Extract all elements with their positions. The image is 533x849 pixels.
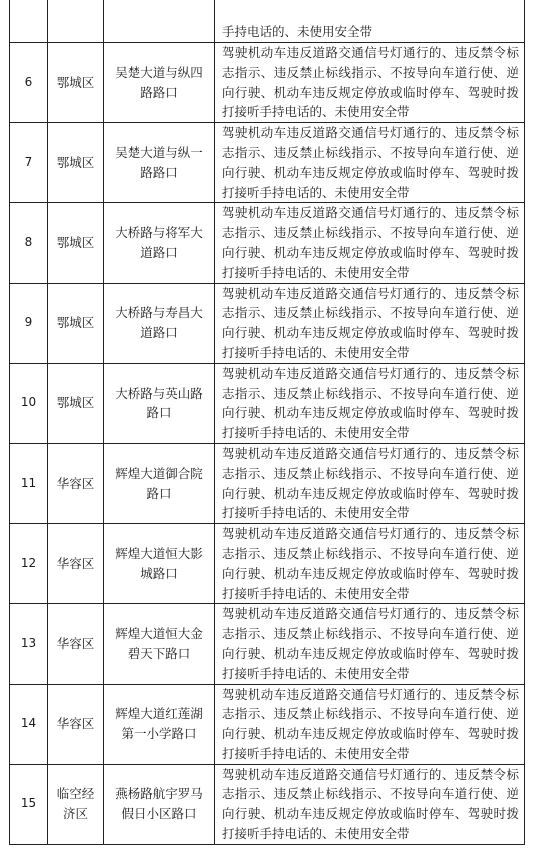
cell-violation: 驾驶机动车违反道路交通信号灯通行的、违反禁令标志指示、违反禁止标线指示、不按导向车道行使、逆向行驶、机动车违反规定停放或临时停车、驾驶时拨打接听手持电话的、未使用安全带: [215, 363, 525, 443]
cell-district: 华容区: [48, 684, 104, 764]
table-row: [10, 604, 525, 684]
cell-location: 辉煌大道恒大金碧天下路口: [104, 604, 215, 684]
cell-violation: 驾驶机动车违反道路交通信号灯通行的、违反禁令标志指示、违反禁止标线指示、不按导向车道行使、逆向行驶、机动车违反规定停放或临时停车、驾驶时拨打接听手持电话的、未使用安全带: [215, 443, 525, 523]
table-row: [10, 283, 525, 363]
cell-district: [48, 0, 104, 43]
cell-no: 13: [10, 604, 48, 684]
table-row: [10, 443, 525, 523]
cell-violation: 驾驶机动车违反道路交通信号灯通行的、违反禁令标志指示、违反禁止标线指示、不按导向车道行使、逆向行驶、机动车违反规定停放或临时停车、驾驶时拨打接听手持电话的、未使用安全带: [215, 524, 525, 604]
cell-no: 10: [10, 363, 48, 443]
cell-no: 9: [10, 283, 48, 363]
cell-no: 15: [10, 764, 48, 844]
cell-no: 7: [10, 123, 48, 203]
cell-district: 华容区: [48, 604, 104, 684]
cell-violation: 驾驶机动车违反道路交通信号灯通行的、违反禁令标志指示、违反禁止标线指示、不按导向车道行使、逆向行驶、机动车违反规定停放或临时停车、驾驶时拨打接听手持电话的、未使用安全带: [215, 123, 525, 203]
violation-locations-table: [9, 0, 525, 845]
cell-violation: 驾驶机动车违反道路交通信号灯通行的、违反禁令标志指示、违反禁止标线指示、不按导向车道行使、逆向行驶、机动车违反规定停放或临时停车、驾驶时拨打接听手持电话的、未使用安全带: [215, 684, 525, 764]
cell-district: 鄂城区: [48, 283, 104, 363]
cell-no: 12: [10, 524, 48, 604]
cell-no: 11: [10, 443, 48, 523]
cell-no: 14: [10, 684, 48, 764]
cell-location: 大桥路与寿昌大道路口: [104, 283, 215, 363]
cell-location: 吴楚大道与纵一路路口: [104, 123, 215, 203]
table-row-continued: [10, 0, 525, 43]
cell-district: 鄂城区: [48, 203, 104, 283]
cell-location: 辉煌大道红莲湖第一小学路口: [104, 684, 215, 764]
cell-location: 辉煌大道御合院路口: [104, 443, 215, 523]
cell-district: 临空经济区: [48, 764, 104, 844]
cell-district: 华容区: [48, 524, 104, 604]
cell-district: 鄂城区: [48, 363, 104, 443]
cell-location: 吴楚大道与纵四路路口: [104, 43, 215, 123]
cell-district: 华容区: [48, 443, 104, 523]
cell-violation: 手持电话的、未使用安全带: [215, 0, 525, 43]
table-row: [10, 524, 525, 604]
cell-no: [10, 0, 48, 43]
table-row: [10, 363, 525, 443]
table-row: [10, 203, 525, 283]
cell-location: 大桥路与将军大道路口: [104, 203, 215, 283]
cell-no: 8: [10, 203, 48, 283]
cell-violation: 驾驶机动车违反道路交通信号灯通行的、违反禁令标志指示、违反禁止标线指示、不按导向车道行使、逆向行驶、机动车违反规定停放或临时停车、驾驶时拨打接听手持电话的、未使用安全带: [215, 283, 525, 363]
cell-location: 辉煌大道恒大影城路口: [104, 524, 215, 604]
cell-location: [104, 0, 215, 43]
cell-violation: 驾驶机动车违反道路交通信号灯通行的、违反禁令标志指示、违反禁止标线指示、不按导向车道行使、逆向行驶、机动车违反规定停放或临时停车、驾驶时拨打接听手持电话的、未使用安全带: [215, 764, 525, 844]
cell-district: 鄂城区: [48, 43, 104, 123]
cell-location: 燕杨路航宇罗马假日小区路口: [104, 764, 215, 844]
table-row: [10, 123, 525, 203]
cell-violation: 驾驶机动车违反道路交通信号灯通行的、违反禁令标志指示、违反禁止标线指示、不按导向车道行使、逆向行驶、机动车违反规定停放或临时停车、驾驶时拨打接听手持电话的、未使用安全带: [215, 203, 525, 283]
table-row: [10, 684, 525, 764]
table-row: [10, 764, 525, 844]
cell-no: 6: [10, 43, 48, 123]
table-body: [10, 0, 525, 844]
cell-violation: 驾驶机动车违反道路交通信号灯通行的、违反禁令标志指示、违反禁止标线指示、不按导向车道行使、逆向行驶、机动车违反规定停放或临时停车、驾驶时拨打接听手持电话的、未使用安全带: [215, 43, 525, 123]
cell-location: 大桥路与英山路路口: [104, 363, 215, 443]
table-row: [10, 43, 525, 123]
cell-violation: 驾驶机动车违反道路交通信号灯通行的、违反禁令标志指示、违反禁止标线指示、不按导向车道行使、逆向行驶、机动车违反规定停放或临时停车、驾驶时拨打接听手持电话的、未使用安全带: [215, 604, 525, 684]
cell-district: 鄂城区: [48, 123, 104, 203]
